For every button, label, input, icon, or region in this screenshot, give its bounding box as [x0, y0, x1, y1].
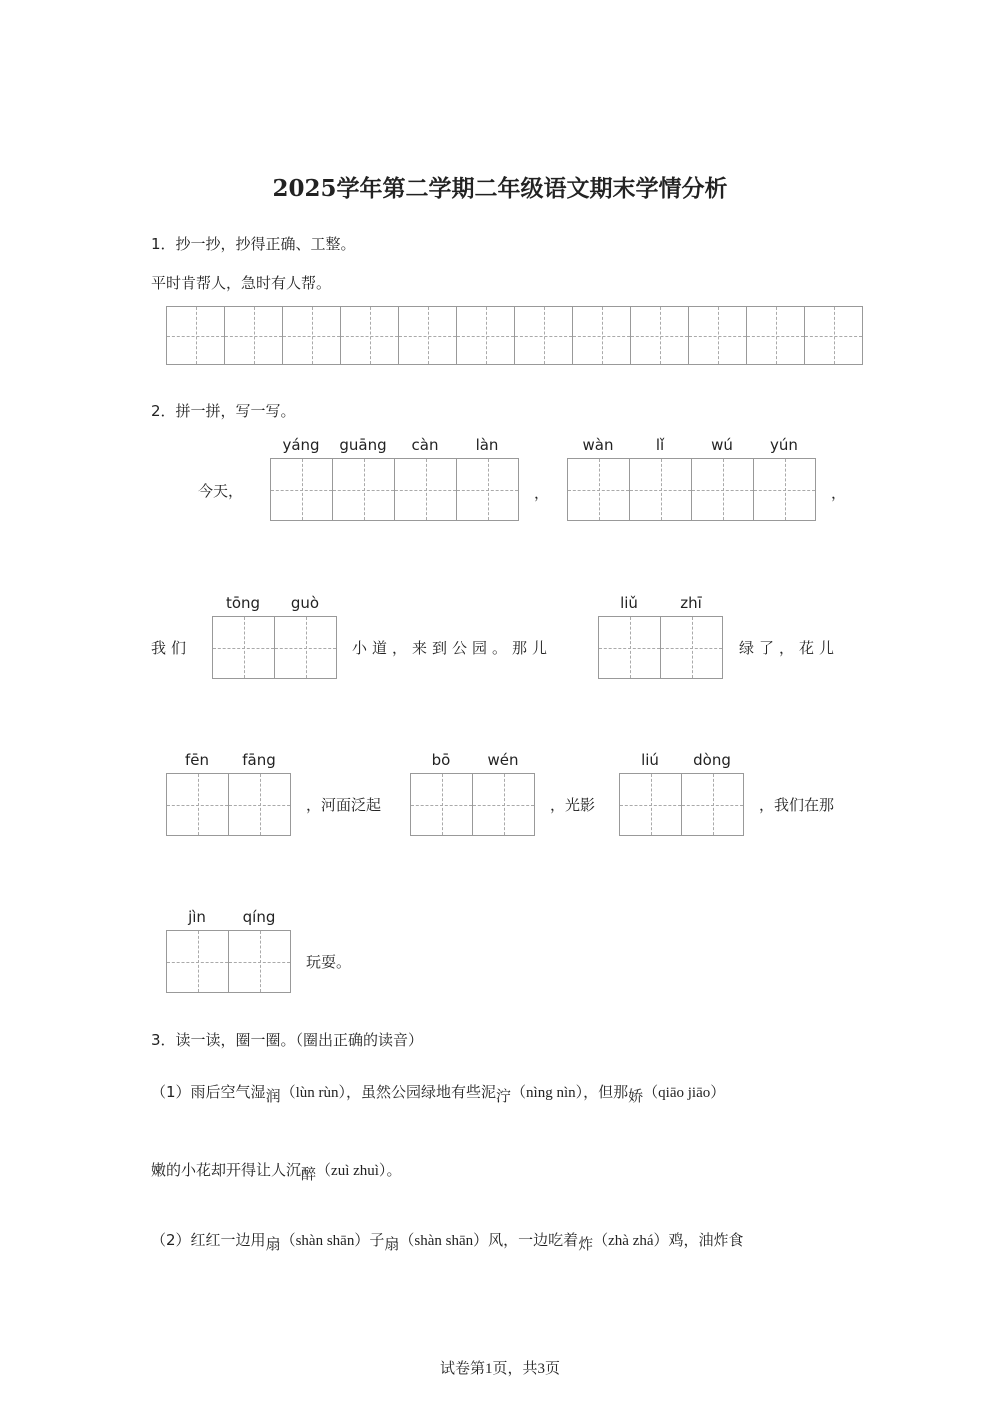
q3-item-1-line-2: [151, 1159, 402, 1183]
q3-item-1-line-1: [151, 1081, 726, 1105]
writing-cell[interactable]: [457, 307, 515, 364]
text: 红红一边用: [190, 1231, 266, 1249]
writing-cell[interactable]: [689, 307, 747, 364]
pinyin-label: liú: [641, 751, 659, 769]
copy-writing-grid[interactable]: [166, 306, 863, 365]
text: 。: [386, 1161, 402, 1179]
pinyin-label: wú: [711, 436, 733, 454]
writing-cell[interactable]: [754, 459, 815, 520]
text: 风，一边吃着: [488, 1231, 579, 1249]
pinyin-options[interactable]: （qiāo jiāo）: [643, 1085, 726, 1101]
page-footer: 试卷第1页，共3页: [439, 1361, 560, 1377]
pinyin-label: liǔ: [620, 594, 638, 612]
pinyin-label: zhī: [680, 594, 702, 612]
item-number: （1）: [151, 1083, 191, 1101]
pinyin-label: làn: [475, 436, 499, 454]
pinyin-group-wanli: [567, 436, 816, 521]
writing-cell[interactable]: [167, 307, 225, 364]
writing-cell[interactable]: [213, 617, 275, 678]
pinyin-group-jinqing: [166, 908, 291, 993]
question-1-prompt: 1．抄一抄，抄得正确、工整。: [151, 235, 356, 253]
writing-cell[interactable]: [229, 931, 290, 992]
pinyin-label: fēn: [184, 751, 210, 769]
line3-middle-2: ，光影: [550, 796, 596, 814]
text: 雨后空气湿: [190, 1083, 266, 1101]
writing-grid[interactable]: [166, 930, 291, 993]
text: ，虽然公园绿地有些泥: [346, 1083, 497, 1101]
copy-sentence: 平时肯帮人，急时有人帮。: [151, 274, 332, 292]
line3-middle-1: ，河面泛起: [306, 796, 382, 814]
writing-grid[interactable]: [270, 458, 519, 521]
pinyin-group-fenfang: [166, 751, 291, 836]
pinyin-group-liuzhi: [598, 594, 723, 679]
target-char: 扇: [384, 1235, 400, 1253]
pinyin-label: lǐ: [655, 436, 665, 454]
writing-cell[interactable]: [225, 307, 283, 364]
target-char: 醉: [301, 1165, 317, 1183]
writing-cell[interactable]: [599, 617, 661, 678]
writing-cell[interactable]: [661, 617, 722, 678]
pinyin-group-bowen: [410, 751, 535, 836]
writing-cell[interactable]: [573, 307, 631, 364]
pinyin-label: guò: [290, 594, 320, 612]
pinyin-label: càn: [411, 436, 439, 454]
pinyin-label: yún: [770, 436, 798, 454]
pinyin-options[interactable]: （shàn shān）: [399, 1233, 489, 1249]
page-title: 2025学年第二学期二年级语文期末学情分析: [272, 175, 728, 202]
line2-suffix: 绿了，花儿: [739, 639, 840, 657]
text: 鸡，油炸食: [668, 1231, 744, 1249]
pinyin-label: fāng: [242, 751, 276, 769]
writing-cell[interactable]: [411, 774, 473, 835]
writing-cell[interactable]: [515, 307, 573, 364]
pinyin-options[interactable]: （nìng nìn）: [511, 1085, 584, 1101]
pinyin-options[interactable]: （shàn shān）: [280, 1233, 370, 1249]
question-3-prompt: 3．读一读，圈一圈。（圈出正确的读音）: [151, 1031, 424, 1049]
pinyin-label: jìn: [188, 908, 206, 926]
comma: ，: [534, 484, 550, 502]
line2-middle: 小道，来到公园。那儿: [352, 639, 553, 657]
pinyin-options[interactable]: （zhà zhá）: [593, 1233, 669, 1249]
writing-cell[interactable]: [805, 307, 862, 364]
text: 子: [369, 1231, 385, 1249]
writing-cell[interactable]: [283, 307, 341, 364]
writing-cell[interactable]: [747, 307, 805, 364]
writing-cell[interactable]: [229, 774, 290, 835]
writing-grid[interactable]: [212, 616, 337, 679]
writing-cell[interactable]: [167, 774, 229, 835]
text: 嫩的小花却开得让人沉: [151, 1161, 302, 1179]
target-char: 炸: [578, 1235, 594, 1253]
item-number: （2）: [151, 1231, 191, 1249]
question-2-prompt: 2．拼一拼，写一写。: [151, 402, 296, 420]
line2-prefix: 我们: [151, 639, 192, 657]
pinyin-group-tongguo: [212, 594, 337, 679]
target-char: 泞: [496, 1087, 512, 1105]
writing-cell[interactable]: [275, 617, 336, 678]
pinyin-label: bō: [431, 751, 451, 769]
pinyin-label: qíng: [242, 908, 276, 926]
pinyin-options[interactable]: （zuì zhuì）: [316, 1163, 387, 1179]
q3-item-2-line-1: [151, 1229, 744, 1253]
comma: ，: [831, 484, 847, 502]
writing-cell[interactable]: [473, 774, 534, 835]
writing-cell[interactable]: [692, 459, 754, 520]
pinyin-label: wén: [487, 751, 519, 769]
target-char: 扇: [265, 1235, 281, 1253]
writing-cell[interactable]: [341, 307, 399, 364]
pinyin-group-liudong: [619, 751, 744, 836]
writing-grid[interactable]: [619, 773, 744, 836]
writing-cell[interactable]: [399, 307, 457, 364]
pinyin-options[interactable]: （lùn rùn）: [280, 1085, 346, 1101]
writing-cell[interactable]: [395, 459, 457, 520]
writing-cell[interactable]: [620, 774, 682, 835]
writing-cell[interactable]: [630, 459, 692, 520]
writing-grid[interactable]: [567, 458, 816, 521]
target-char: 润: [265, 1087, 281, 1105]
writing-cell[interactable]: [682, 774, 743, 835]
writing-cell[interactable]: [333, 459, 395, 520]
writing-cell[interactable]: [271, 459, 333, 520]
writing-cell[interactable]: [457, 459, 518, 520]
line3-suffix: ，我们在那: [759, 796, 835, 814]
writing-grid[interactable]: [410, 773, 535, 836]
text: ，但那: [583, 1083, 629, 1101]
line1-prefix: 今天，: [198, 482, 244, 500]
pinyin-label: guāng: [339, 436, 387, 454]
writing-cell[interactable]: [167, 931, 229, 992]
writing-cell[interactable]: [631, 307, 689, 364]
writing-cell[interactable]: [568, 459, 630, 520]
pinyin-label: tōng: [225, 594, 261, 612]
pinyin-group-yangguang: [270, 436, 519, 521]
pinyin-label: wàn: [582, 436, 614, 454]
pinyin-label: dòng: [693, 751, 731, 769]
target-char: 娇: [628, 1087, 644, 1105]
writing-grid[interactable]: [598, 616, 723, 679]
writing-grid[interactable]: [166, 773, 291, 836]
pinyin-label: yáng: [282, 436, 320, 454]
line4-suffix: 玩耍。: [306, 953, 352, 971]
